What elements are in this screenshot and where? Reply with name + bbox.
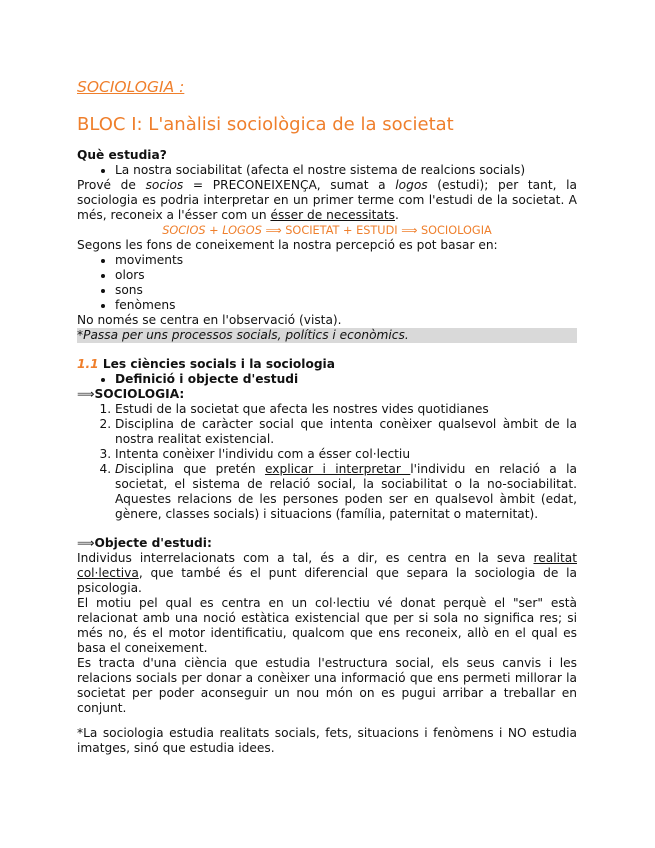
document-body bbox=[77, 78, 577, 756]
sociologia-label: ⟹SOCIOLOGIA: bbox=[77, 387, 185, 401]
no-nomes-line: No només se centra en l'observació (vista). bbox=[77, 313, 342, 327]
list-item: • moviments bbox=[115, 253, 577, 268]
fons-intro: Segons les fons de coneixement la nostra percepció es pot basar en: bbox=[77, 238, 498, 252]
list-item: • sons bbox=[115, 283, 577, 298]
sociabilitat-list bbox=[77, 163, 577, 178]
list-item: 4. Disciplina que pretén explicar i interpretar l'individu en relació a la societat, el sistema de relació social, la sociabilitat o la no-sociabilitat. Aquestes relacions de les persones poden ser en qualsevol àmbit (edat, gènere, classes socials) i situacions (família, paternitat o maternitat). bbox=[115, 462, 577, 522]
list-item: 3. Intenta conèixer l'individu com a ésser col·lectiu bbox=[115, 447, 577, 462]
fons-list bbox=[77, 253, 577, 313]
list-item: • fenòmens bbox=[115, 298, 577, 313]
objecte-paragraph-1: Individus interrelacionats com a tal, és a dir, es centra en la seva realitat col·lectiva, que també és el punt diferencial que separa la sociologia de la psicologia. bbox=[77, 551, 577, 595]
list-item: 2. Disciplina de caràcter social que intenta conèixer qualsevol àmbit de la nostra realitat existencial. bbox=[115, 417, 577, 447]
arrow-icon: ⟹ bbox=[77, 387, 95, 401]
main-title: SOCIOLOGIA : bbox=[77, 78, 185, 96]
objecte-note: *La sociologia estudia realitats socials, fets, situacions i fenòmens i NO estudia imatges, sinó que estudia idees. bbox=[77, 726, 577, 755]
list-item: 1. Estudi de la societat que afecta les nostres vides quotidianes bbox=[115, 402, 577, 417]
objecte-paragraph-2: El motiu pel qual es centra en un col·lectiu vé donat perquè el "ser" està relacionat amb una noció estàtica existencial que per si sola no significa res; si més no, és el motor identificatiu, qualcom que ens reconeix, allò en el qual es basa el coneixement. bbox=[77, 596, 577, 655]
etymology-paragraph: Prové de socios = PRECONEIXENÇA, sumat a logos (estudi); per tant, la sociologia es podria interpretar en un primer terme com l'estudi de la societat. A més, reconeix a l'ésser com un ésser de necessitats. bbox=[77, 178, 578, 222]
arrow-icon: ⟹ bbox=[77, 536, 95, 550]
list-item: • La nostra sociabilitat (afecta el nostre sistema de realcions socials) bbox=[115, 163, 577, 178]
list-item: • Definició i objecte d'estudi bbox=[115, 372, 577, 387]
formula-line: SOCIOS + LOGOS ⟹ SOCIETAT + ESTUDI ⟹ SOCIOLOGIA bbox=[162, 224, 492, 237]
objecte-paragraph-3: Es tracta d'una ciència que estudia l'estructura social, els seus canvis i les relacions socials per donar a conèixer una informació que ens permeti millorar la societat per poder aconseguir un nou món on es pugui arribar a treballar en conjunt. bbox=[77, 656, 577, 715]
que-estudia-heading: Què estudia? bbox=[77, 148, 167, 162]
section-1-1-heading: 1.1 Les ciències socials i la sociologia bbox=[77, 357, 335, 371]
definicio-list bbox=[77, 372, 577, 387]
list-item: • olors bbox=[115, 268, 577, 283]
bloc-title: BLOC I: L'anàlisi sociològica de la societat bbox=[77, 114, 454, 135]
sociologia-definitions bbox=[77, 402, 577, 522]
objecte-label: ⟹Objecte d'estudi: bbox=[77, 536, 212, 550]
highlighted-note: *Passa per uns processos socials, polítics i econòmics. bbox=[77, 328, 577, 343]
